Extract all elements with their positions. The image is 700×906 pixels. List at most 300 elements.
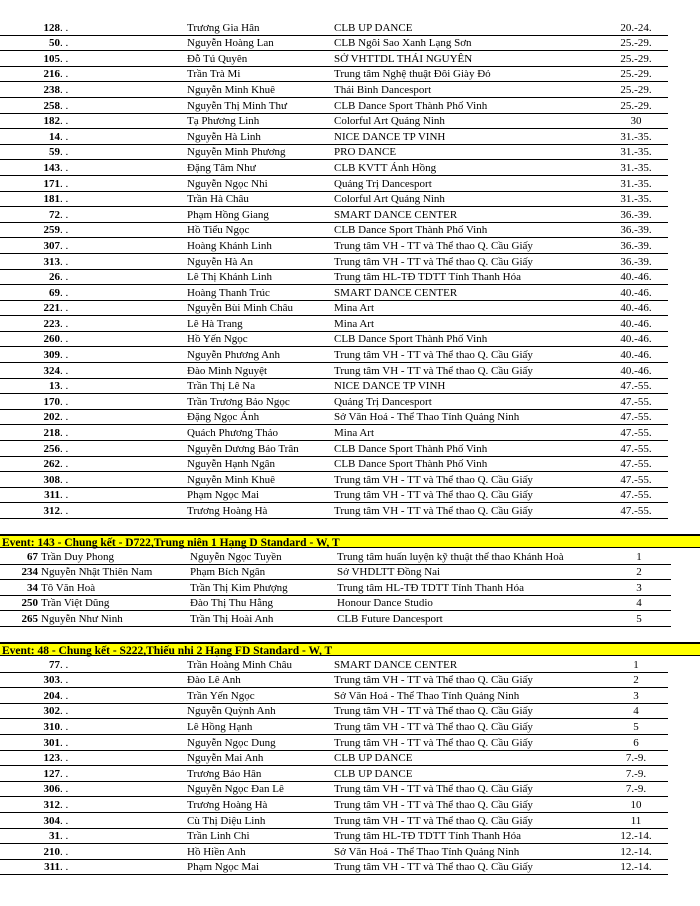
partner-empty <box>82 269 187 285</box>
competitor-name: Trần Yến Ngọc <box>187 688 334 704</box>
club-name: CLB UP DANCE <box>334 750 604 766</box>
competitor-name: Trương Gia Hân <box>187 20 334 35</box>
club-name: Trung tâm HL-TĐ TDTT Tỉnh Thanh Hóa <box>337 580 607 596</box>
competitor-number: 182 <box>0 113 60 129</box>
competitor-number: 303 <box>0 672 60 688</box>
club-name: Sở Văn Hoá - Thể Thao Tỉnh Quảng Ninh <box>334 844 604 860</box>
competitor-name: Nguyễn Bùi Minh Châu <box>187 300 334 316</box>
competitor-number: 26 <box>0 269 60 285</box>
competitor-name: Hoàng Khánh Linh <box>187 238 334 254</box>
placement: 4 <box>607 595 671 611</box>
competitor-number: 301 <box>0 734 60 750</box>
table-row <box>0 859 668 875</box>
competitor-number: 171 <box>0 175 60 191</box>
placement: 7.-9. <box>604 781 668 797</box>
table-row <box>0 238 668 254</box>
club-name: CLB Dance Sport Thành Phố Vinh <box>334 97 604 113</box>
club-name: CLB Ngôi Sao Xanh Lạng Sơn <box>334 35 604 51</box>
placeholder-dots: . . <box>60 175 82 191</box>
placeholder-dots: . . <box>60 703 82 719</box>
placement: 31.-35. <box>604 129 668 145</box>
table-row <box>0 549 671 564</box>
placement: 47.-55. <box>604 425 668 441</box>
placeholder-dots: . . <box>60 503 82 519</box>
partner-empty <box>82 160 187 176</box>
partner-empty <box>82 487 187 503</box>
placeholder-dots: . . <box>60 844 82 860</box>
partner-name: Trần Việt Dũng <box>38 595 190 611</box>
table-row <box>0 269 668 285</box>
club-name: NICE DANCE TP VINH <box>334 129 604 145</box>
partner-empty <box>82 844 187 860</box>
placement: 40.-46. <box>604 300 668 316</box>
club-name: Trung tâm VH - TT và Thể thao Q. Cầu Giấy <box>334 703 604 719</box>
table-row <box>0 66 668 82</box>
partner-empty <box>82 222 187 238</box>
placement: 3 <box>604 688 668 704</box>
table-row <box>0 595 671 611</box>
club-name: Mina Art <box>334 316 604 332</box>
club-name: CLB KVTT Ánh Hồng <box>334 160 604 176</box>
competitor-number: 204 <box>0 688 60 704</box>
placement: 25.-29. <box>604 66 668 82</box>
partner-empty <box>82 409 187 425</box>
placeholder-dots: . . <box>60 688 82 704</box>
placeholder-dots: . . <box>60 66 82 82</box>
placement: 40.-46. <box>604 285 668 301</box>
placeholder-dots: . . <box>60 828 82 844</box>
placeholder-dots: . . <box>60 766 82 782</box>
competitor-name: Trần Trà Mi <box>187 66 334 82</box>
club-name: Trung tâm VH - TT và Thể thao Q. Cầu Giấy <box>334 363 604 379</box>
competitor-number: 256 <box>0 441 60 457</box>
club-name: Trung tâm huấn luyện kỹ thuật thể thao Khánh Hoà <box>337 549 607 564</box>
placement: 47.-55. <box>604 503 668 519</box>
competitor-number: 310 <box>0 719 60 735</box>
placeholder-dots: . . <box>60 734 82 750</box>
table-row <box>0 611 671 627</box>
competitor-name: Cù Thị Diệu Linh <box>187 812 334 828</box>
competitor-number: 181 <box>0 191 60 207</box>
placeholder-dots: . . <box>60 222 82 238</box>
club-name: CLB Dance Sport Thành Phố Vinh <box>334 441 604 457</box>
table-row <box>0 97 668 113</box>
table-row <box>0 113 668 129</box>
competitor-name: Trần Hoàng Minh Châu <box>187 657 334 672</box>
placement: 40.-46. <box>604 363 668 379</box>
competitor-name: Đào Minh Nguyệt <box>187 363 334 379</box>
placeholder-dots: . . <box>60 113 82 129</box>
competitor-name: Nguyễn Minh Khuê <box>187 82 334 98</box>
placeholder-dots: . . <box>60 144 82 160</box>
placement: 6 <box>604 734 668 750</box>
club-name: SMART DANCE CENTER <box>334 207 604 223</box>
competitor-name: Nguyễn Dương Bảo Trân <box>187 441 334 457</box>
club-name: PRO DANCE <box>334 144 604 160</box>
placeholder-dots: . . <box>60 35 82 51</box>
placement: 31.-35. <box>604 160 668 176</box>
competitor-number: 202 <box>0 409 60 425</box>
placement: 1 <box>604 657 668 672</box>
placeholder-dots: . . <box>60 300 82 316</box>
placement: 47.-55. <box>604 441 668 457</box>
table-row <box>0 82 668 98</box>
placement: 5 <box>604 719 668 735</box>
event-header: Event: 48 - Chung kết - S222,Thiếu nhi 2 Hạng FD Standard - W, T <box>0 642 700 656</box>
placement: 47.-55. <box>604 409 668 425</box>
table-row <box>0 657 668 672</box>
table-row <box>0 425 668 441</box>
competitor-number: 313 <box>0 253 60 269</box>
competitor-name: Đặng Tâm Như <box>187 160 334 176</box>
results-table-continued <box>0 20 668 519</box>
competitor-name: Trần Thị Hoài Anh <box>190 611 337 627</box>
placeholder-dots: . . <box>60 657 82 672</box>
competitor-name: Nguyễn Ngọc Nhi <box>187 175 334 191</box>
partner-empty <box>82 51 187 67</box>
competitor-name: Nguyễn Hoàng Lan <box>187 35 334 51</box>
club-name: CLB UP DANCE <box>334 20 604 35</box>
partner-empty <box>82 672 187 688</box>
table-row <box>0 734 668 750</box>
placement: 20.-24. <box>604 20 668 35</box>
table-row <box>0 20 668 35</box>
club-name: CLB Dance Sport Thành Phố Vinh <box>334 456 604 472</box>
competitor-number: 258 <box>0 97 60 113</box>
partner-empty <box>82 35 187 51</box>
partner-name: Tô Văn Hoà <box>38 580 190 596</box>
partner-empty <box>82 797 187 813</box>
competitor-name: Hồ Hiền Anh <box>187 844 334 860</box>
competitor-name: Nguyễn Hạnh Ngân <box>187 456 334 472</box>
results-table-event-143 <box>0 549 671 627</box>
competitor-number: 250 <box>0 595 38 611</box>
competitor-name: Nguyễn Minh Phương <box>187 144 334 160</box>
club-name: CLB Dance Sport Thành Phố Vinh <box>334 222 604 238</box>
table-row <box>0 472 668 488</box>
partner-empty <box>82 175 187 191</box>
competitor-number: 50 <box>0 35 60 51</box>
club-name: Trung tâm VH - TT và Thể thao Q. Cầu Giấy <box>334 859 604 875</box>
competitor-name: Nguyễn Ngọc Tuyền <box>190 549 337 564</box>
club-name: Quảng Trị Dancesport <box>334 175 604 191</box>
competitor-number: 105 <box>0 51 60 67</box>
placement: 30 <box>604 113 668 129</box>
competitor-number: 311 <box>0 487 60 503</box>
club-name: Trung tâm HL-TĐ TDTT Tỉnh Thanh Hóa <box>334 828 604 844</box>
table-row <box>0 828 668 844</box>
competitor-number: 14 <box>0 129 60 145</box>
competitor-name: Trần Hà Châu <box>187 191 334 207</box>
table-row <box>0 394 668 410</box>
competitor-name: Đào Thị Thu Hằng <box>190 595 337 611</box>
partner-empty <box>82 238 187 254</box>
table-row <box>0 766 668 782</box>
partner-empty <box>82 472 187 488</box>
club-name: Trung tâm VH - TT và Thể thao Q. Cầu Giấy <box>334 238 604 254</box>
competitor-name: Nguyễn Phương Anh <box>187 347 334 363</box>
competitor-number: 221 <box>0 300 60 316</box>
competitor-number: 69 <box>0 285 60 301</box>
partner-empty <box>82 734 187 750</box>
club-name: SMART DANCE CENTER <box>334 285 604 301</box>
placement: 36.-39. <box>604 222 668 238</box>
placement: 31.-35. <box>604 191 668 207</box>
competitor-number: 67 <box>0 549 38 564</box>
competitor-name: Trần Linh Chi <box>187 828 334 844</box>
table-row <box>0 688 668 704</box>
partner-empty <box>82 144 187 160</box>
club-name: Trung tâm VH - TT và Thể thao Q. Cầu Giấy <box>334 812 604 828</box>
competitor-number: 309 <box>0 347 60 363</box>
placement: 5 <box>607 611 671 627</box>
placeholder-dots: . . <box>60 97 82 113</box>
competitor-number: 260 <box>0 331 60 347</box>
placement: 47.-55. <box>604 487 668 503</box>
placeholder-dots: . . <box>60 207 82 223</box>
placement: 36.-39. <box>604 207 668 223</box>
competitor-number: 265 <box>0 611 38 627</box>
table-row <box>0 300 668 316</box>
competitor-number: 170 <box>0 394 60 410</box>
placement: 47.-55. <box>604 472 668 488</box>
partner-empty <box>82 363 187 379</box>
placeholder-dots: . . <box>60 672 82 688</box>
placement: 40.-46. <box>604 347 668 363</box>
table-row <box>0 672 668 688</box>
competitor-name: Nguyễn Quỳnh Anh <box>187 703 334 719</box>
competitor-name: Tạ Phương Linh <box>187 113 334 129</box>
club-name: Trung tâm VH - TT và Thể thao Q. Cầu Giấy <box>334 503 604 519</box>
partner-empty <box>82 688 187 704</box>
table-row <box>0 285 668 301</box>
competitor-name: Lê Hồng Hạnh <box>187 719 334 735</box>
competitor-number: 77 <box>0 657 60 672</box>
competitor-number: 143 <box>0 160 60 176</box>
competitor-number: 218 <box>0 425 60 441</box>
table-row <box>0 175 668 191</box>
club-name: NICE DANCE TP VINH <box>334 378 604 394</box>
competitor-number: 223 <box>0 316 60 332</box>
placement: 10 <box>604 797 668 813</box>
partner-empty <box>82 703 187 719</box>
club-name: Sở Văn Hoá - Thể Thao Tỉnh Quảng Ninh <box>334 688 604 704</box>
placement: 40.-46. <box>604 316 668 332</box>
competitor-number: 302 <box>0 703 60 719</box>
competitor-number: 307 <box>0 238 60 254</box>
table-row <box>0 160 668 176</box>
competitor-name: Nguyễn Hà Linh <box>187 129 334 145</box>
placement: 2 <box>607 564 671 580</box>
competitor-number: 34 <box>0 580 38 596</box>
table-row <box>0 347 668 363</box>
table-row <box>0 844 668 860</box>
placeholder-dots: . . <box>60 269 82 285</box>
partner-empty <box>82 425 187 441</box>
partner-empty <box>82 781 187 797</box>
placeholder-dots: . . <box>60 859 82 875</box>
partner-empty <box>82 828 187 844</box>
competitor-name: Lê Hà Trang <box>187 316 334 332</box>
club-name: Sở VHDLTT Đồng Nai <box>337 564 607 580</box>
partner-empty <box>82 97 187 113</box>
placement: 47.-55. <box>604 378 668 394</box>
competitor-name: Hồ Yến Ngọc <box>187 331 334 347</box>
competitor-number: 311 <box>0 859 60 875</box>
table-row <box>0 456 668 472</box>
club-name: Colorful Art Quảng Ninh <box>334 191 604 207</box>
club-name: Trung tâm VH - TT và Thể thao Q. Cầu Giấy <box>334 797 604 813</box>
placement: 25.-29. <box>604 97 668 113</box>
table-row <box>0 503 668 519</box>
club-name: CLB UP DANCE <box>334 766 604 782</box>
competitor-number: 210 <box>0 844 60 860</box>
placement: 25.-29. <box>604 82 668 98</box>
placeholder-dots: . . <box>60 812 82 828</box>
placement: 25.-29. <box>604 51 668 67</box>
club-name: Trung tâm VH - TT và Thể thao Q. Cầu Giấy <box>334 472 604 488</box>
table-row <box>0 144 668 160</box>
competitor-name: Nguyễn Ngọc Đan Lê <box>187 781 334 797</box>
competitor-name: Quách Phương Thảo <box>187 425 334 441</box>
competitor-number: 216 <box>0 66 60 82</box>
competitor-name: Phạm Hồng Giang <box>187 207 334 223</box>
competitor-name: Nguyễn Hà An <box>187 253 334 269</box>
results-table-event-48 <box>0 657 668 875</box>
placeholder-dots: . . <box>60 425 82 441</box>
table-row <box>0 129 668 145</box>
club-name: Trung tâm VH - TT và Thể thao Q. Cầu Giấy <box>334 253 604 269</box>
competitor-number: 123 <box>0 750 60 766</box>
competitor-number: 127 <box>0 766 60 782</box>
placeholder-dots: . . <box>60 394 82 410</box>
table-row <box>0 580 671 596</box>
competitor-number: 259 <box>0 222 60 238</box>
partner-empty <box>82 503 187 519</box>
club-name: Trung tâm VH - TT và Thể thao Q. Cầu Giấy <box>334 719 604 735</box>
partner-empty <box>82 441 187 457</box>
partner-empty <box>82 66 187 82</box>
competitor-name: Trần Trương Bảo Ngọc <box>187 394 334 410</box>
table-row <box>0 719 668 735</box>
competitor-name: Trương Bảo Hân <box>187 766 334 782</box>
competitor-name: Hồ Tiểu Ngọc <box>187 222 334 238</box>
table-row <box>0 363 668 379</box>
table-row <box>0 409 668 425</box>
placeholder-dots: . . <box>60 441 82 457</box>
partner-empty <box>82 20 187 35</box>
club-name: Quảng Trị Dancesport <box>334 394 604 410</box>
placeholder-dots: . . <box>60 238 82 254</box>
club-name: Trung tâm HL-TĐ TDTT Tỉnh Thanh Hóa <box>334 269 604 285</box>
partner-empty <box>82 207 187 223</box>
partner-empty <box>82 191 187 207</box>
table-row <box>0 750 668 766</box>
competitor-name: Phạm Ngọc Mai <box>187 487 334 503</box>
competitor-name: Phạm Ngọc Mai <box>187 859 334 875</box>
placeholder-dots: . . <box>60 781 82 797</box>
placeholder-dots: . . <box>60 378 82 394</box>
placement: 47.-55. <box>604 456 668 472</box>
placement: 7.-9. <box>604 766 668 782</box>
placeholder-dots: . . <box>60 51 82 67</box>
competitor-number: 31 <box>0 828 60 844</box>
partner-empty <box>82 456 187 472</box>
competitor-name: Trương Hoàng Hà <box>187 503 334 519</box>
partner-empty <box>82 812 187 828</box>
club-name: Mina Art <box>334 425 604 441</box>
placement: 40.-46. <box>604 269 668 285</box>
club-name: Colorful Art Quảng Ninh <box>334 113 604 129</box>
competitor-number: 128 <box>0 20 60 35</box>
placement: 36.-39. <box>604 253 668 269</box>
placeholder-dots: . . <box>60 472 82 488</box>
placement: 3 <box>607 580 671 596</box>
table-row <box>0 191 668 207</box>
competitor-name: Trần Thị Lê Na <box>187 378 334 394</box>
placement: 31.-35. <box>604 144 668 160</box>
partner-empty <box>82 766 187 782</box>
competitor-number: 238 <box>0 82 60 98</box>
partner-name: Nguyễn Như Ninh <box>38 611 190 627</box>
placeholder-dots: . . <box>60 316 82 332</box>
competitor-number: 304 <box>0 812 60 828</box>
partner-empty <box>82 378 187 394</box>
partner-empty <box>82 300 187 316</box>
competitor-number: 312 <box>0 503 60 519</box>
competitor-number: 59 <box>0 144 60 160</box>
partner-name: Nguyễn Nhật Thiên Nam <box>38 564 190 580</box>
table-row <box>0 781 668 797</box>
placement: 1 <box>607 549 671 564</box>
placement: 7.-9. <box>604 750 668 766</box>
placement: 12.-14. <box>604 844 668 860</box>
competitor-number: 234 <box>0 564 38 580</box>
table-row <box>0 564 671 580</box>
competitor-name: Hoàng Thanh Trúc <box>187 285 334 301</box>
table-row <box>0 316 668 332</box>
competitor-name: Lê Thị Khánh Linh <box>187 269 334 285</box>
placement: 4 <box>604 703 668 719</box>
partner-empty <box>82 316 187 332</box>
club-name: Trung tâm VH - TT và Thể thao Q. Cầu Giấy <box>334 672 604 688</box>
partner-empty <box>82 347 187 363</box>
placeholder-dots: . . <box>60 253 82 269</box>
placement: 11 <box>604 812 668 828</box>
competitor-number: 306 <box>0 781 60 797</box>
partner-empty <box>82 285 187 301</box>
placeholder-dots: . . <box>60 160 82 176</box>
competitor-number: 72 <box>0 207 60 223</box>
partner-empty <box>82 129 187 145</box>
placement: 12.-14. <box>604 859 668 875</box>
placeholder-dots: . . <box>60 487 82 503</box>
table-row <box>0 331 668 347</box>
table-row <box>0 703 668 719</box>
placement: 2 <box>604 672 668 688</box>
placement: 36.-39. <box>604 238 668 254</box>
club-name: Thái Bình Dancesport <box>334 82 604 98</box>
placeholder-dots: . . <box>60 409 82 425</box>
table-row <box>0 207 668 223</box>
club-name: Trung tâm Nghệ thuật Đôi Giày Đỏ <box>334 66 604 82</box>
club-name: Trung tâm VH - TT và Thể thao Q. Cầu Giấy <box>334 734 604 750</box>
club-name: Honour Dance Studio <box>337 595 607 611</box>
partner-empty <box>82 394 187 410</box>
competitor-name: Nguyễn Ngọc Dung <box>187 734 334 750</box>
placeholder-dots: . . <box>60 20 82 35</box>
table-row <box>0 487 668 503</box>
